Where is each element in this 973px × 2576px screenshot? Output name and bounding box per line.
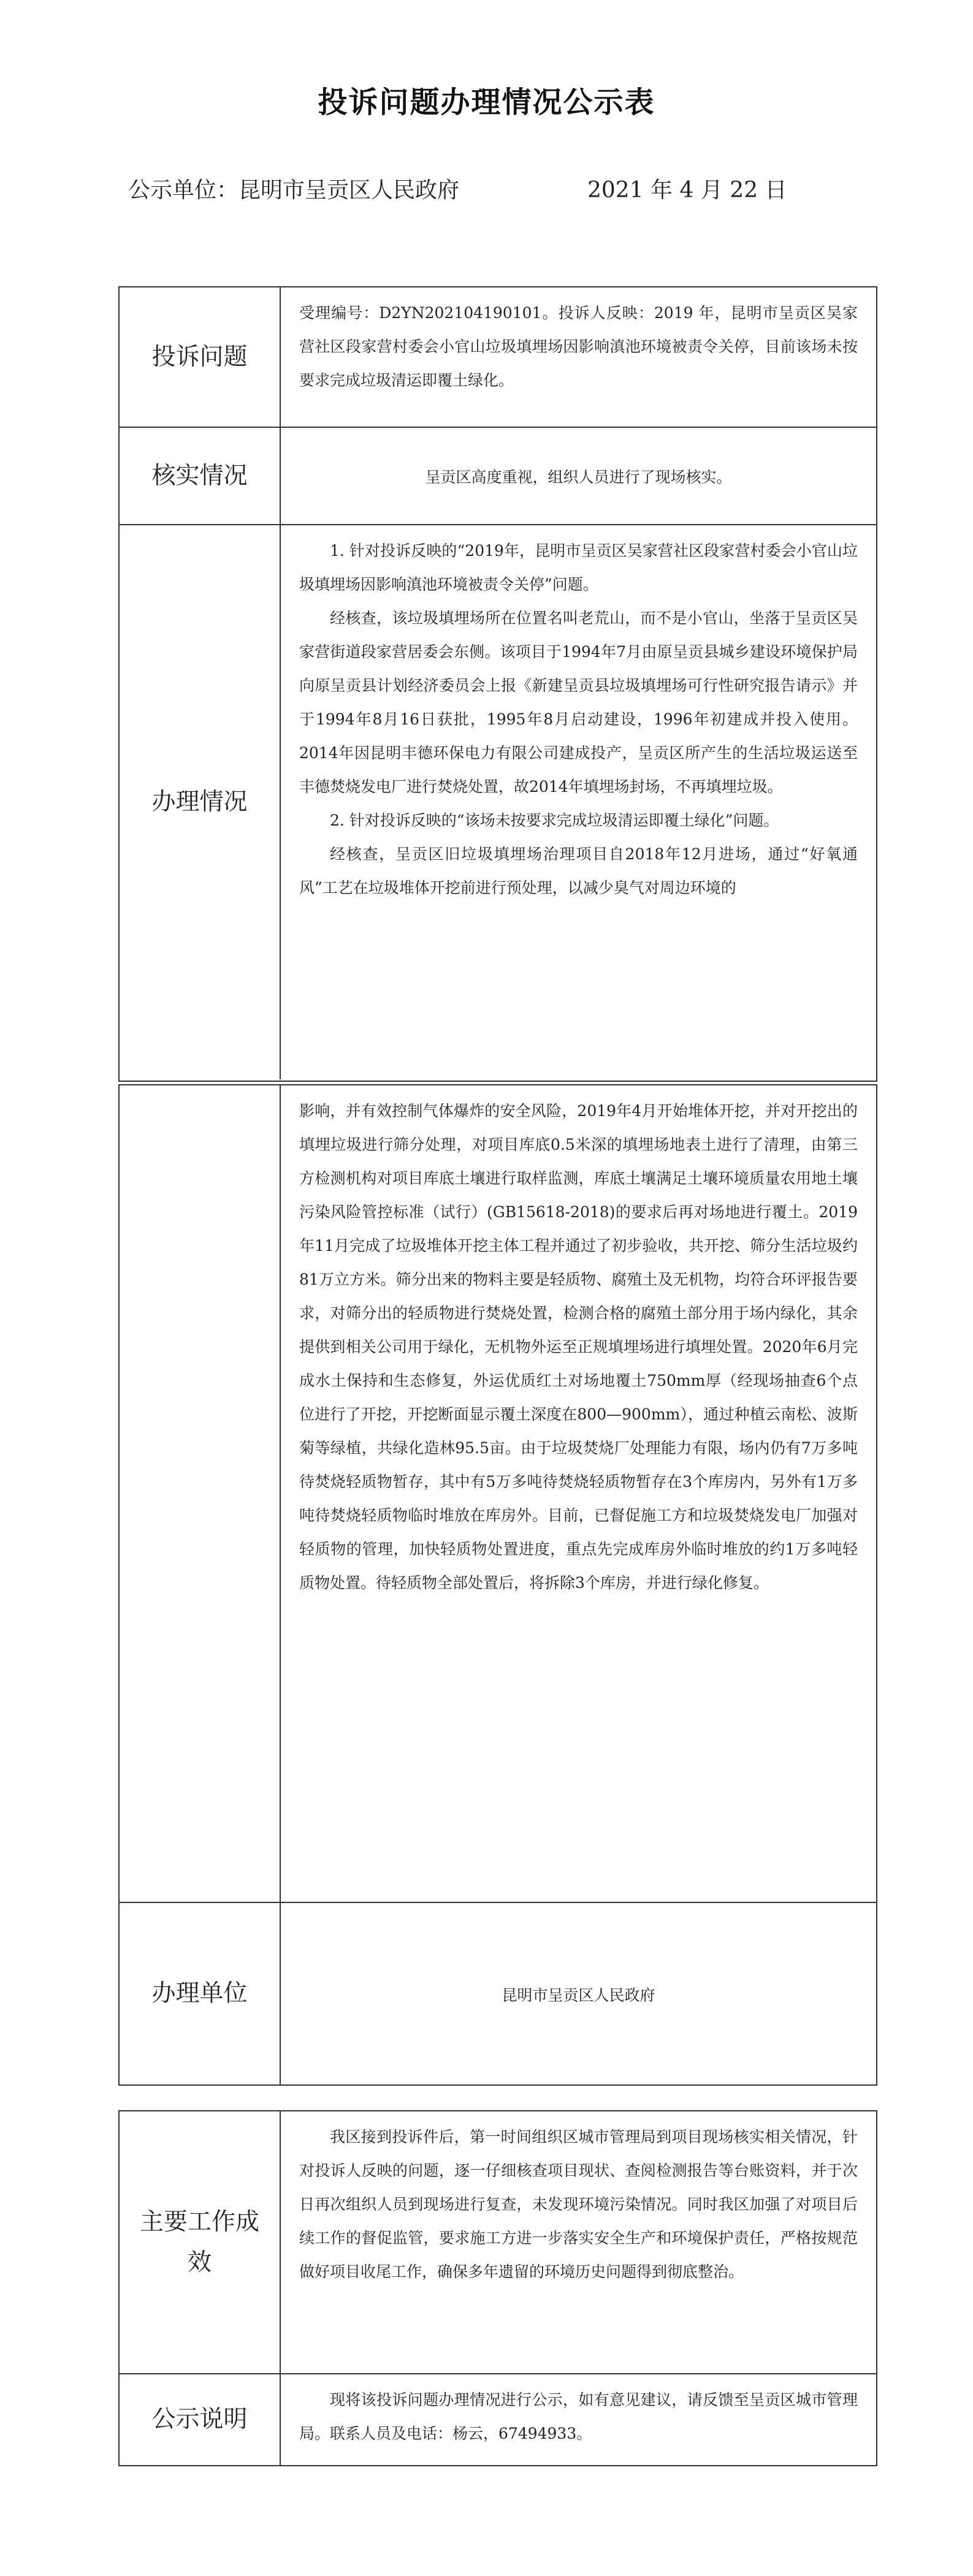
results-text: 我区接到投诉件后，第一时间组织区城市管理局到项目现场核实相关情况，针对投诉人反映的问题，逐一仔细核查项目现状、查阅检测报告等台账资料，并于次日再次组织人员到现场进行复查，未发现环境污染情况。同时我区加强了对项目后续工作的督促监管，要求施工方进一步落实安全生产和环境保护责任，严格按规范做好项目收尾工作，确保多年遗留的环境历史问题得到彻底整治。 (299, 2128, 858, 2281)
handling-paragraph-4: 经核查，呈贡区旧垃圾填埋场治理项目自2018年12月进场，通过“好氧通风”工艺在垃圾堆体开挖前进行预处理，以减少臭气对周边环境的 (299, 845, 858, 897)
handling-row (120, 524, 876, 1079)
table-block-2 (118, 1084, 877, 2086)
results-content (281, 2111, 876, 2373)
handling-continuation-label-cell (120, 1085, 281, 1902)
handling-continuation-text: 影响，并有效控制气体爆炸的安全风险，2019年4月开始堆体开挖，并对开挖出的填埋垃圾进行筛分处理，对项目库底0.5米深的填埋场地表土进行了清理，由第三方检测机构对项目库底土壤进行取样监测，库底土壤满足土壤环境质量农用地土壤污染风险管控标准（试行）(GB15618-2018)的要求后再对场地进行覆土。2019年11月完成了垃圾堆体开挖主体工程并通过了初步验收，共开挖、筛分生活垃圾约81万立方米。筛分出来的物料主要是轻质物、腐殖土及无机物，均符合环评报告要求，对筛分出的轻质物进行焚烧处置，检测合格的腐殖土部分用于场内绿化，其余提供到相关公司用于绿化，无机物外运至正规填埋场进行填埋处置。2020年6月完成水土保持和生态修复，外运优质红土对场地覆土750mm厚（经现场抽查6个点位进行了开挖，开挖断面显示覆土深度在800—900mm），通过种植云南松、波斯菊等绿植，共绿化造林95.5亩。由于垃圾焚烧厂处理能力有限，场内仍有7万多吨待焚烧轻质物暂存，其中有5万多吨待焚烧轻质物暂存在3个库房内，另外有1万多吨待焚烧轻质物临时堆放在库房外。目前，已督促施工方和垃圾焚烧发电厂加强对轻质物的管理，加快轻质物处置进度，重点先完成库房外临时堆放的约1万多吨轻质物处置。待轻质物全部处置后，将拆除3个库房，并进行绿化修复。 (299, 1102, 858, 1592)
handling-paragraph-2: 经核查，该垃圾填埋场所在位置名叫老荒山，而不是小官山，坐落于呈贡区吴家营街道段家营居委会东侧。该项目于1994年7月由原呈贡县城乡建设环境保护局向原呈贡县计划经济委员会上报《新建呈贡县垃圾填埋场可行性研究报告请示》并于1994年8月16日获批，1995年8月启动建设，1996年初建成并投入使用。2014年因昆明丰德环保电力有限公司建成投产，呈贡区所产生的生活垃圾运送至丰德焚烧发电厂进行焚烧处置，故2014年填埋场封场，不再填埋垃圾。 (299, 609, 858, 796)
complaint-row (120, 287, 876, 427)
handling-label: 办理情况 (120, 525, 281, 1079)
handling-continuation-content (281, 1085, 876, 1902)
handling-unit-label: 办理单位 (120, 1903, 281, 2084)
results-label: 主要工作成效 (120, 2111, 281, 2373)
handling-unit-row (120, 1902, 876, 2084)
handling-content (281, 525, 876, 1079)
notice-content (281, 2374, 876, 2465)
handling-unit-content (281, 1903, 876, 2084)
handling-unit-text: 昆明市呈贡区人民政府 (502, 1986, 655, 2004)
document-title: 投诉问题办理情况公示表 (318, 85, 655, 120)
notice-label: 公示说明 (120, 2374, 281, 2465)
verification-content (281, 428, 876, 524)
notice-text: 现将该投诉问题办理情况进行公示，如有意见建议，请反馈至呈贡区城市管理局。联系人员及电话：杨云，67494933。 (299, 2391, 858, 2442)
verification-row (120, 427, 876, 524)
publish-date: 2021 年 4 月 22 日 (587, 178, 787, 203)
handling-paragraph-3: 2. 针对投诉反映的“该场未按要求完成垃圾清运即覆土绿化”问题。 (330, 811, 779, 829)
complaint-content (281, 287, 876, 427)
verification-text: 呈贡区高度重视，组织人员进行了现场核实。 (425, 468, 732, 486)
table-block-1 (118, 286, 877, 1082)
handling-paragraph-1: 1. 针对投诉反映的“2019年，昆明市呈贡区吴家营社区段家营村委会小官山垃圾填埋场因影响滇池环境被责令关停”问题。 (299, 542, 858, 593)
table-block-3 (118, 2110, 877, 2466)
publishing-unit: 公示单位：昆明市呈贡区人民政府 (128, 178, 460, 203)
results-row (120, 2111, 876, 2373)
notice-row (120, 2373, 876, 2465)
complaint-label: 投诉问题 (120, 287, 281, 427)
handling-continuation-row (120, 1085, 876, 1902)
complaint-text: 受理编号：D2YN202104190101。投诉人反映：2019 年，昆明市呈贡区吴家营社区段家营村委会小官山垃圾填埋场因影响滇池环境被责令关停，目前该场未按要求完成垃圾清运即覆土绿化。 (299, 304, 858, 389)
verification-label: 核实情况 (120, 428, 281, 524)
